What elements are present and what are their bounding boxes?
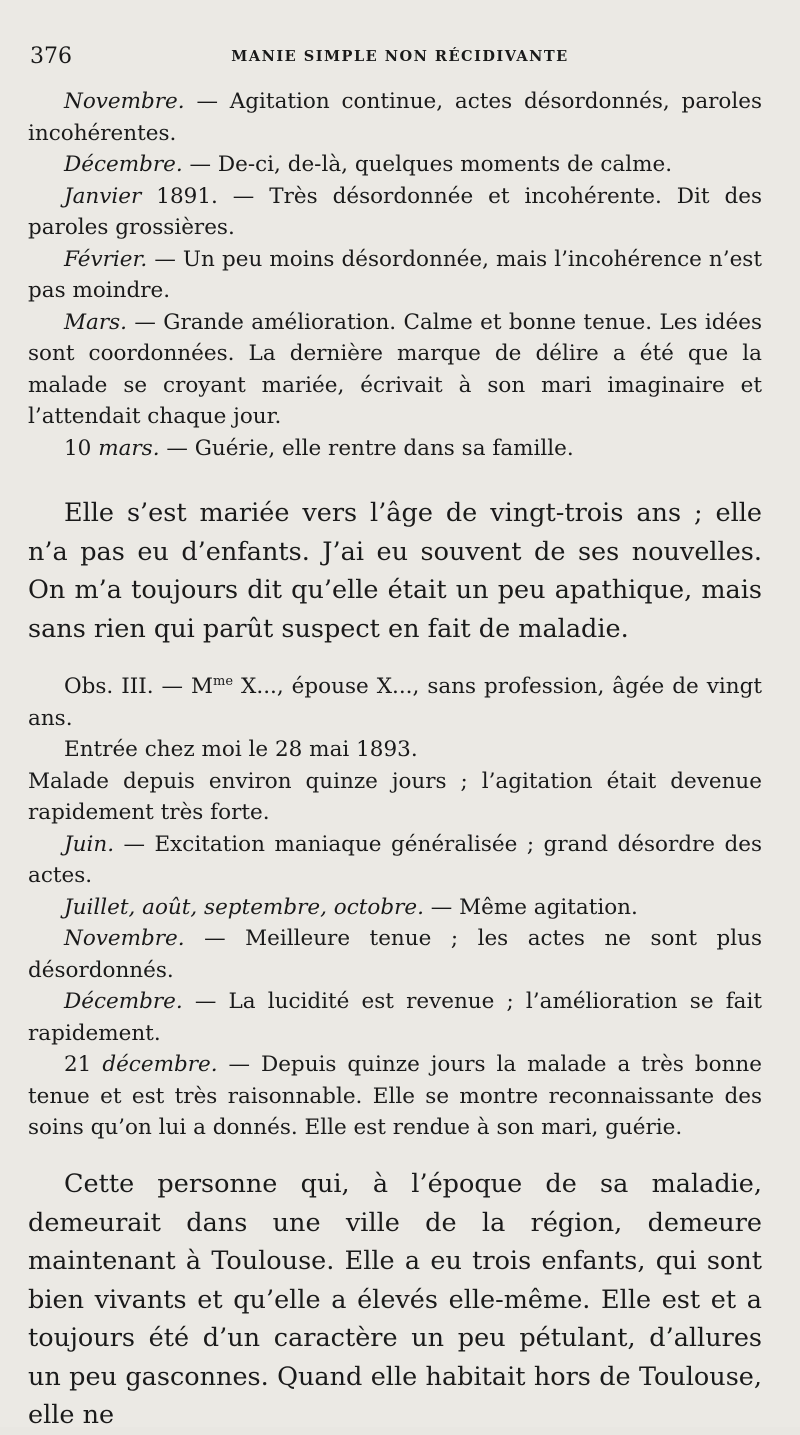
- entry-decembre: [28, 986, 762, 1049]
- obs-dash: — M: [153, 674, 214, 699]
- entry-date: mars.: [98, 435, 160, 461]
- entry-novembre: [28, 923, 762, 986]
- entry-mars: [28, 307, 762, 433]
- obs-label: Obs. III.: [64, 674, 154, 699]
- entry-text: — Meilleure tenue ; les actes ne sont plus désordonnés.: [28, 926, 762, 983]
- entry-date: Novembre.: [64, 89, 185, 114]
- obs-heading: [28, 671, 762, 734]
- entry-text: 1891. — Très désordonnée et incohérente. Dit des paroles grossières.: [28, 183, 762, 240]
- entry-day: 21: [64, 1052, 103, 1077]
- entry-text: — Même agitation.: [423, 894, 638, 920]
- entry-text: — Un peu moins désordonnée, mais l’incohérence n’est pas moindre.: [28, 246, 762, 303]
- entry-text: — Grande amélioration. Calme et bonne tenue. Les idées sont coordonnées. La dernière marque de délire a été que la malade se croyant mariée, écrivait à son mari imaginaire et l’attendait chaque jour.: [28, 309, 762, 429]
- entry-text: — Depuis quinze jours la malade a très bonne tenue et est très raisonnable. Elle se montre reconnaissante des soins qu’on lui a donnés. Elle est rendue à son mari, guérie.: [28, 1052, 762, 1140]
- paragraph-text: Cette personne qui, à l’époque de sa maladie, demeurait dans une ville de la région, demeure maintenant à Toulouse. Elle a eu trois enfants, qui sont bien vivants et qu’elle a élevés elle-même. Elle est et a toujours été d’un caractère un peu pétulant, d’allures un peu gasconnes. Quand elle habitait hors de Toulouse, elle ne: [28, 1169, 762, 1430]
- paragraph-text: Elle s’est mariée vers l’âge de vingt-trois ans ; elle n’a pas eu d’enfants. J’ai eu souvent de ses nouvelles. On m’a toujours dit qu’elle était un peu apathique, mais sans rien qui parût suspect en fait de maladie.: [28, 498, 762, 644]
- entry-text: — De-ci, de-là, quelques moments de calme.: [182, 152, 673, 177]
- entry-21-decembre: [28, 1049, 762, 1144]
- entry-date: Novembre.: [64, 926, 185, 951]
- running-title: MANIE SIMPLE NON RÉCIDIVANTE: [231, 48, 569, 65]
- obs-text: X..., épouse X..., sans profession, âgée de vingt ans.: [28, 674, 763, 731]
- obs-entry-date: Entrée chez moi le 28 mai 1893.: [64, 737, 418, 762]
- page-header: [30, 44, 770, 74]
- entry-date: Décembre.: [64, 989, 183, 1014]
- entry-juillet-octobre: [28, 892, 762, 924]
- page-number: 376: [30, 44, 72, 69]
- case-observation-iii: [28, 671, 762, 1144]
- entry-date: Décembre.: [64, 152, 183, 177]
- paragraph-follow-up-2: [28, 1165, 762, 1435]
- entry-novembre: [28, 86, 762, 149]
- paragraph-follow-up-1: [28, 494, 762, 648]
- entry-date: Juillet, août, septembre, octobre.: [64, 894, 424, 920]
- entry-decembre: [28, 149, 762, 181]
- entry-date: Janvier: [64, 183, 142, 209]
- entry-date: Juin.: [64, 831, 115, 857]
- entry-date: Février.: [64, 246, 148, 272]
- entry-fevrier: [28, 244, 762, 307]
- entry-text: — Excitation maniaque généralisée ; grand désordre des actes.: [28, 831, 762, 888]
- entry-text: — La lucidité est revenue ; l’amélioration se fait rapidement.: [28, 989, 762, 1046]
- obs-onset: Malade depuis environ quinze jours ; l’agitation était devenue rapidement très forte.: [28, 768, 762, 825]
- entry-date: Mars.: [64, 309, 127, 335]
- entry-10-mars: [28, 433, 762, 465]
- case-entries-first: [28, 86, 762, 464]
- entry-date: décembre.: [102, 1052, 218, 1077]
- entry-janvier: [28, 181, 762, 244]
- obs-superscript: me: [213, 674, 234, 689]
- entry-day: 10: [64, 435, 99, 461]
- entry-juin: [28, 829, 762, 892]
- entry-text: — Agitation continue, actes désordonnés, paroles incohérentes.: [28, 89, 762, 146]
- entry-text: — Guérie, elle rentre dans sa famille.: [159, 435, 574, 461]
